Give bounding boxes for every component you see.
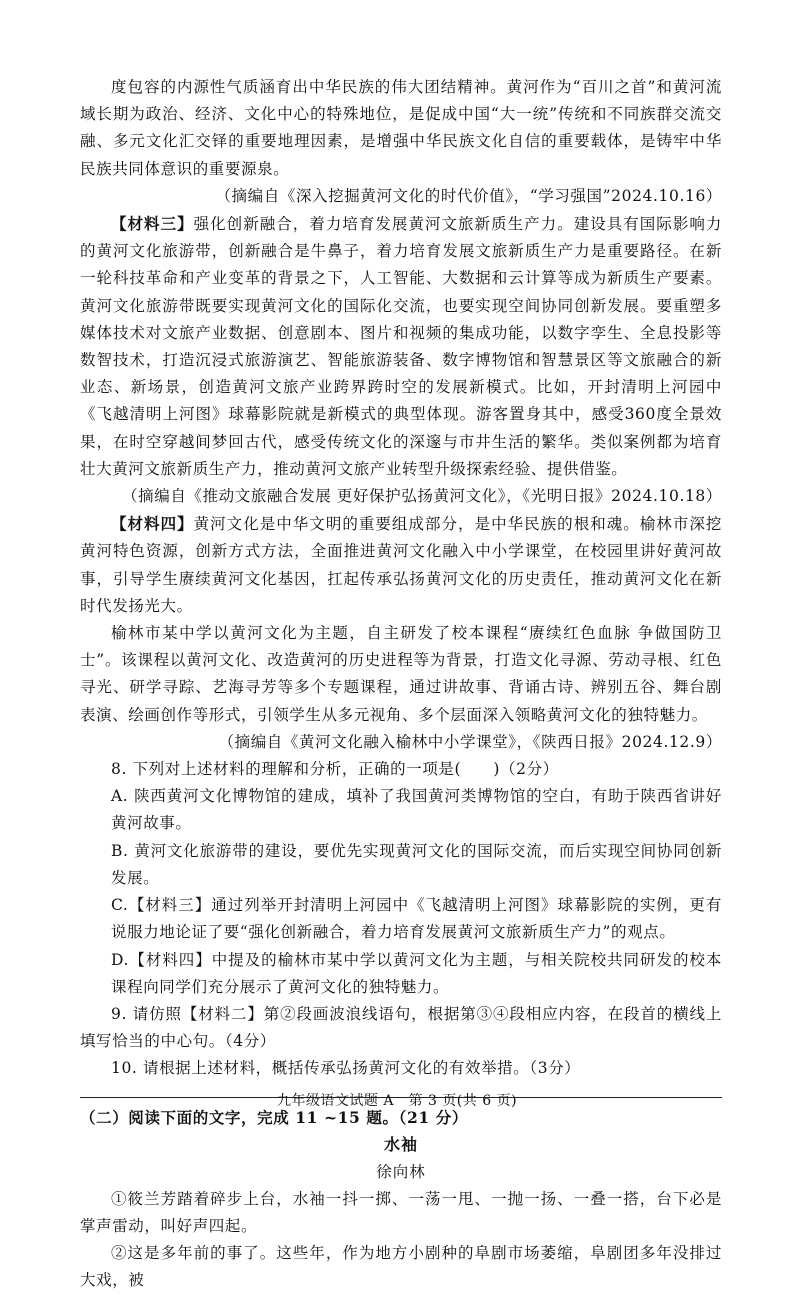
story-paragraph-2: ②这是多年前的事了。这些年，作为地方小剧种的阜剧市场萎缩，阜剧团多年没排过大戏，被	[80, 1244, 722, 1290]
material2-source: （摘编自《深入挖掘黄河文化的时代价值》，“学习强国”2024.10.16）	[215, 186, 722, 205]
story-author: 徐向林	[376, 1162, 426, 1181]
question-8-option-a: A. 陕西黄河文化博物馆的建成，填补了我国黄河类博物馆的空白，有助于陕西省讲好黄河故事。	[111, 787, 722, 833]
question-8-option-c: C.【材料三】通过列举开封清明上河园中《飞越清明上河图》球幕影院的实例，更有说服力地论证了要“强化创新融合，着力培育发展黄河文旅新质生产力”的观点。	[111, 896, 722, 942]
question-8-option-d: D.【材料四】中提及的榆林市某中学以黄河文化为主题，与相关院校共同研发的校本课程向同学们充分展示了黄河文化的独特魅力。	[111, 950, 722, 996]
story-title: 水袖	[383, 1134, 418, 1154]
material4-source: （摘编自《黄河文化融入榆林中小学课堂》，《陕西日报》2024.12.9）	[218, 732, 722, 751]
material4-paragraph-1	[80, 510, 722, 620]
question-8-option-b: B. 黄河文化旅游带的建设，要优先实现黄河文化的国际交流，而后实现空间协同创新发展。	[111, 841, 722, 887]
material3-source: （摘编自《推动文旅融合发展 更好保护弘扬黄河文化》，《光明日报》2024.10.18）	[122, 487, 722, 506]
question-10: 10. 请根据上述材料，概括传承弘扬黄河文化的有效举措。（3分）	[111, 1059, 581, 1078]
material4-text-1: 黄河文化是中华文明的重要组成部分，是中华民族的根和魂。榆林市深挖黄河特色资源，创新方式方法，全面推进黄河文化融入中小学课堂，在校园里讲好黄河故事，引导学生赓续黄河文化基因，扛起传承弘扬黄河文化的历史责任，推动黄河文化在新时代发扬光大。	[80, 515, 722, 615]
material3-label: 【材料三】	[111, 214, 194, 234]
page-footer: 九年级语文试题 A 第 3 页(共 6 页)	[276, 1093, 518, 1109]
material3-paragraph	[80, 210, 722, 483]
material3-text: 强化创新融合，着力培育发展黄河文旅新质生产力。建设具有国际影响力的黄河文化旅游带，创新融合是牛鼻子，着力培育发展文旅新质生产力是重要路径。在新一轮科技革命和产业变革的背景之下，人工智能、大数据和云计算等成为新质生产要素。黄河文化旅游带既要实现黄河文化的国际化交流，也要实现空间协同创新发展。要重塑多媒体技术对文旅产业数据、创意剧本、图片和视频的集成功能，以数字孪生、全息投影等数智技术，打造沉浸式旅游演艺、智能旅游装备、数字博物馆和智慧景区等文旅融合的新业态、新场景，创造黄河文旅产业跨界跨时空的发展新模式。比如，开封清明上河园中《飞越清明上河图》球幕影院就是新模式的典型体现。游客置身其中，感受360度全景效果，在时空穿越间梦回古代，感受传统文化的深邃与市井生活的繁华。类似案例都为培育壮大黄河文旅新质生产力，推动黄河文旅产业转型升级探索经验、提供借鉴。	[80, 215, 722, 478]
question-9: 9. 请仿照【材料二】第②段画波浪线语句，根据第③④段相应内容，在段首的横线上填写恰当的中心句。（4分）	[80, 1004, 722, 1051]
question-8-stem: 8. 下列对上述材料的理解和分析，正确的一项是( )（2分）	[111, 760, 559, 779]
material4-label: 【材料四】	[111, 514, 194, 534]
material4-paragraph-2: 榆林市某中学以黄河文化为主题，自主研发了校本课程“赓续红色血脉 争做国防卫士”。该课程以黄河文化、改造黄河的历史进程等为背景，打造文化寻源、劳动寻根、红色寻光、研学寻踪、艺海寻芳等多个专题课程，通过讲故事、背诵古诗、辨别五谷、舞台剧表演、绘画创作等形式，引领学生从多元视角、多个层面深入领略黄河文化的独特魅力。	[80, 624, 722, 724]
material2-tail-text: 度包容的内源性气质涵育出中华民族的伟大团结精神。黄河作为“百川之首”和黄河流域长期为政治、经济、文化中心的特殊地位，是促成中国“大一统”传统和不同族群交流交融、多元文化汇交铎的重要地理因素，是增强中华民族文化自信的重要载体，是铸牢中华民族共同体意识的重要源泉。	[80, 78, 722, 178]
section2-heading: （二）阅读下面的文字，完成 11 ~15 题。（21 分）	[80, 1107, 468, 1127]
story-paragraph-1: ①筱兰芳踏着碎步上台，水袖一抖一掷、一荡一甩、一抛一扬、一叠一搭，台下必是掌声雷动，叫好声四起。	[80, 1189, 722, 1235]
